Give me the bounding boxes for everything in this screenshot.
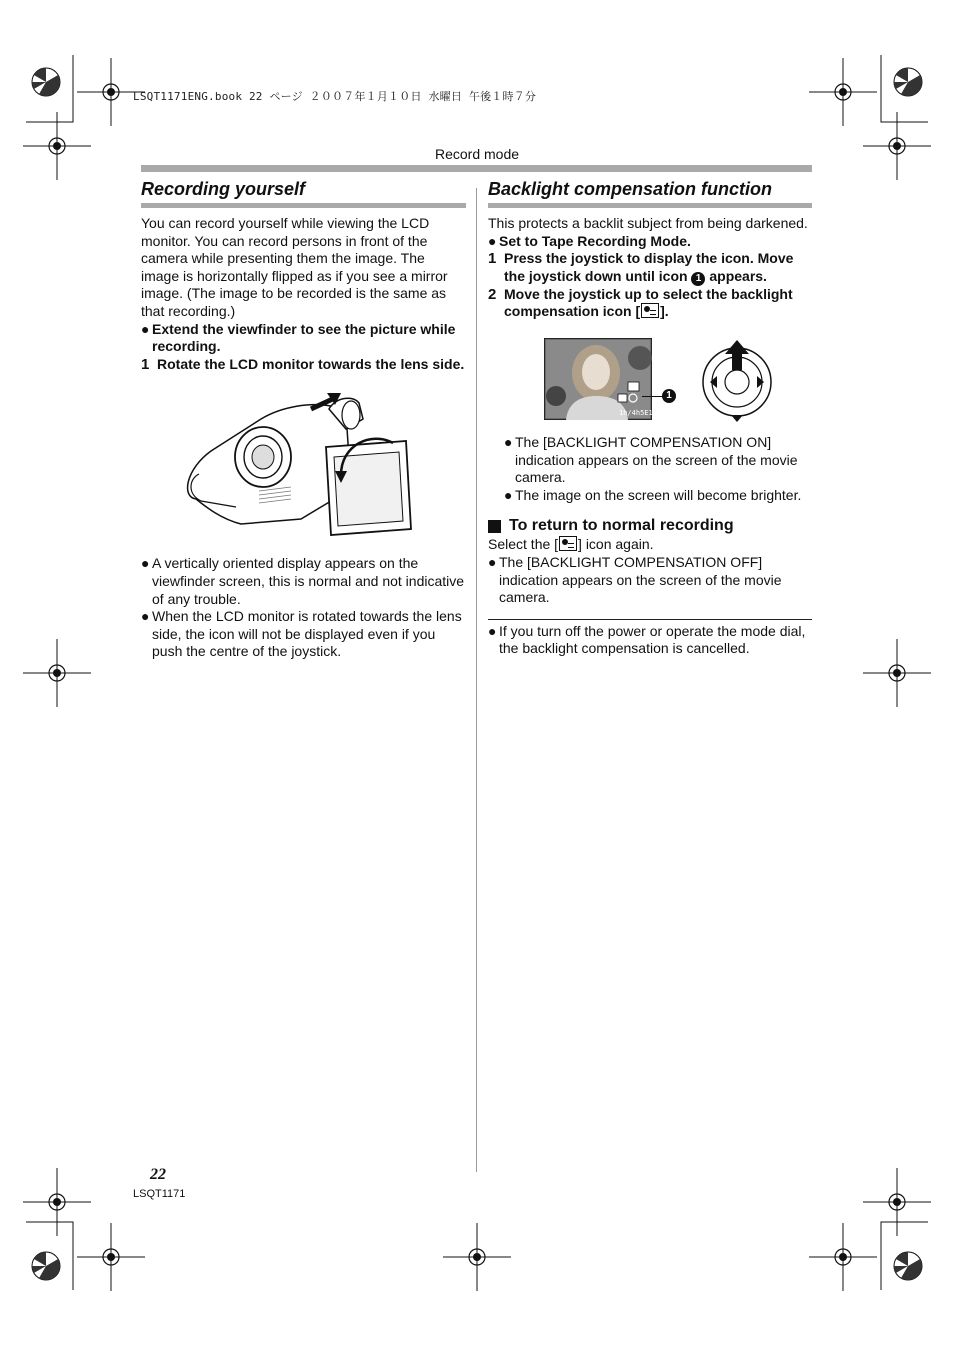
square-bullet-icon [488,520,501,533]
step-number: 1 [488,250,497,268]
note-vertical-display: ● A vertically oriented display appears on the viewfinder screen, this is normal and not indicative of any trouble. [141,555,465,607]
return-instruction: Select the [ ] icon again. [488,536,654,553]
bullet-mark: ● [488,622,497,639]
bullet-mark: ● [504,433,513,450]
section-title: Backlight compensation function [488,178,812,208]
backlight-icon [641,303,659,318]
callout-1-icon: 1 [691,272,705,286]
camera-illustration [141,379,466,549]
section-title: Recording yourself [141,178,466,208]
return-indication-off: ● The [BACKLIGHT COMPENSATION OFF] indication appears on the screen of the movie camera. [488,553,782,606]
running-head: Record mode [434,146,520,162]
bullet-mark: ● [488,553,497,570]
backlight-icon [559,536,577,551]
bullet-mark: ● [504,486,513,503]
page-number: 22 [150,1166,166,1183]
callout-line [642,396,664,397]
bullet-mark: ● [141,320,150,337]
screen-counter: 1h/4h5E1 [619,408,653,417]
print-header: LSQT1171ENG.book 22 ページ ２００７年１月１０日 水曜日 午後１時７分 [133,90,537,103]
return-heading: To return to normal recording [488,516,812,536]
callout-1-icon: 1 [662,389,676,403]
recording-yourself-section [141,178,466,661]
after-indication-on: ● The [BACKLIGHT COMPENSATION ON] indication appears on the screen of the movie camera. [504,433,798,486]
step-2: 2 Move the joystick up to select the backlight compensation icon [ ]. [488,285,793,320]
note-icon-not-displayed: ● When the LCD monitor is rotated towards the lens side, the icon will not be displayed even if you push the centre of the joystick. [141,608,462,660]
after-brighter: ● The image on the screen will become brighter. [504,486,802,503]
model-code: LSQT1171 [133,1188,186,1200]
intro-paragraph: This protects a backlit subject from being darkened. [488,215,808,231]
backlight-figure [488,338,812,428]
bullet-mark: ● [141,555,150,572]
step-1: 1 Rotate the LCD monitor towards the lens side. [141,355,465,373]
step-number: 2 [488,285,497,303]
top-rule [141,165,812,172]
joystick-up-icon [700,338,774,422]
note-power-off: ● If you turn off the power or operate the mode dial, the backlight compensation is cancelled. [488,622,806,657]
step-number: 1 [141,355,150,373]
column-divider [476,188,477,1172]
bullet-tape-mode: ● Set to Tape Recording Mode. [488,232,691,249]
bullet-extend-viewfinder: ● Extend the viewfinder to see the picture while recording. [141,320,456,355]
backlight-compensation-section [488,178,812,658]
step-1: 1 Press the joystick to display the icon. Move the joystick down until icon 1 appears. [488,250,794,284]
bullet-mark: ● [488,232,497,249]
note-block [488,619,812,658]
bullet-mark: ● [141,608,150,625]
intro-paragraph: You can record yourself while viewing the LCD monitor. You can record persons in front of the camera while presenting them the image. The image is horizontally flipped as if you see a mirror image. (The image to be recorded is the same as that recording.) [141,215,448,319]
